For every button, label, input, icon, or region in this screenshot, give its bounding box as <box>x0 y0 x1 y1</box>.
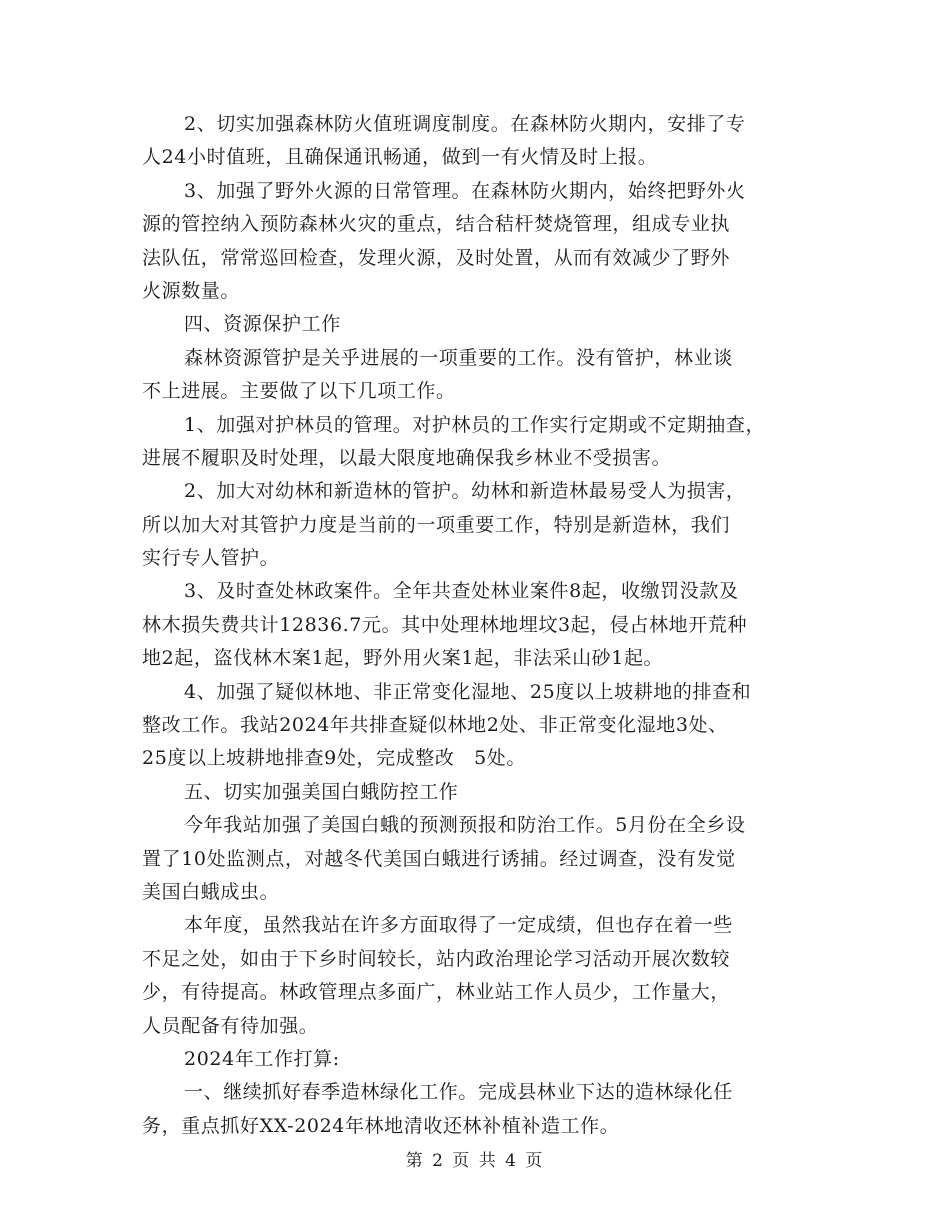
text-line: 1、加强对护林员的管理。对护林员的工作实行定期或不定期抽查， <box>184 413 766 436</box>
text-line: 法队伍，常常巡回检查，发理火源，及时处置，从而有效减少了野外 <box>142 246 731 269</box>
text-line: 源的管控纳入预防森林火灾的重点，结合秸杆焚烧管理，组成专业执 <box>142 213 731 236</box>
text-line: 本年度，虽然我站在许多方面取得了一定成绩，但也存在着一些 <box>184 914 733 937</box>
text-line: 人24小时值班，且确保通讯畅通，做到一有火情及时上报。 <box>142 146 658 169</box>
text-line: 实行专人管护。 <box>142 547 280 570</box>
page-footer: 第 2 页 共 4 页 <box>405 1151 545 1171</box>
text-line: 不上进展。主要做了以下几项工作。 <box>142 380 456 403</box>
text-line: 2、加大对幼林和新造林的管护。幼林和新造林最易受人为损害， <box>184 480 746 503</box>
text-line: 一、继续抓好春季造林绿化工作。完成县林业下达的造林绿化任 <box>184 1081 733 1104</box>
document-body <box>142 108 822 1143</box>
text-line: 林木损失费共计12836.7元。其中处理林地埋坟3起，侵占林地开荒种 <box>142 613 748 636</box>
text-line: 整改工作。我站2024年共排查疑似林地2处、非正常变化湿地3处、 <box>142 714 728 737</box>
text-line: 森林资源管护是关乎进展的一项重要的工作。没有管护，林业谈 <box>184 346 733 369</box>
text-line: 置了10处监测点，对越冬代美国白蛾进行诱捕。经过调查，没有发觉 <box>142 847 736 870</box>
text-line: 不足之处，如由于下乡时间较长，站内政治理论学习活动开展次数较 <box>142 947 731 970</box>
text-line: 25度以上坡耕地排查9处，完成整改 5处。 <box>142 747 526 770</box>
text-line: 地2起，盗伐林木案1起，野外用火案1起，非法采山砂1起。 <box>142 647 664 670</box>
text-line: 进展不履职及时处理，以最大限度地确保我乡林业不受损害。 <box>142 446 672 469</box>
text-line: 五、切实加强美国白蛾防控工作 <box>184 780 459 803</box>
text-line: 火源数量。 <box>142 279 241 302</box>
text-line: 四、资源保护工作 <box>184 313 341 336</box>
text-line: 今年我站加强了美国白蛾的预测预报和防治工作。5月份在全乡设 <box>184 814 746 837</box>
text-line: 3、加强了野外火源的日常管理。在森林防火期内，始终把野外火 <box>184 179 746 202</box>
text-line: 3、及时查处林政案件。全年共查处林业案件8起，收缴罚没款及 <box>184 580 739 603</box>
text-line: 所以加大对其管护力度是当前的一项重要工作，特别是新造林，我们 <box>142 513 731 536</box>
text-line: 2、切实加强森林防火值班调度制度。在森林防火期内，安排了专 <box>184 113 746 135</box>
text-line: 美国白蛾成虫。 <box>142 880 280 903</box>
text-line: 2024年工作打算: <box>184 1047 340 1070</box>
text-line: 少，有待提高。林政管理点多面广，林业站工作人员少，工作量大， <box>142 981 731 1004</box>
text-line: 务，重点抓好XX-2024年林地清收还林补植补造工作。 <box>142 1114 620 1137</box>
text-line: 人员配备有待加强。 <box>142 1014 319 1037</box>
text-line: 4、加强了疑似林地、非正常变化湿地、25度以上坡耕地的排查和 <box>184 680 752 703</box>
